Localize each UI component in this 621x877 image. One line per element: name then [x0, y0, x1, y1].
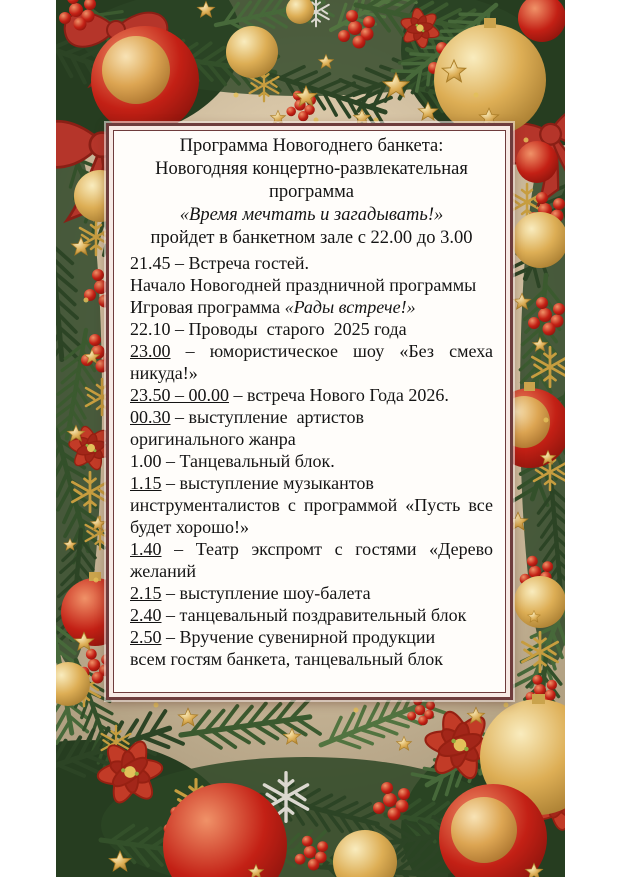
schedule-text: 21.45 – Встреча гостей.: [130, 253, 310, 273]
schedule-text: 22.10 – Проводы старого 2025 года: [130, 319, 407, 339]
program-subtitle: Новогодняя концертно-развлекательная программа: [155, 159, 468, 202]
program-title: Программа Новогоднего банкета:: [179, 136, 444, 156]
program-sheet: [113, 130, 506, 693]
schedule-time: 2.50: [130, 627, 162, 647]
program-tagline: «Время мечтать и загадывать!»: [179, 205, 444, 225]
festive-background-photo: [56, 0, 565, 877]
schedule-text: – танцевальный поздравительный блок: [161, 605, 467, 625]
schedule-text: всем гостям банкета, танцевальный блок: [130, 649, 444, 669]
schedule-item: [130, 626, 493, 670]
schedule-item: [130, 296, 493, 318]
schedule-item: [130, 604, 493, 626]
schedule-item: [130, 406, 493, 450]
schedule-time: 2.40: [130, 605, 162, 625]
schedule-text: 1.00 – Танцевальный блок.: [130, 451, 335, 471]
schedule-text: инструменталистов с программой «Пусть все будет хорошо!»: [130, 495, 493, 537]
schedule-text: – юмористическое шоу «Без смеха никуда!»: [130, 341, 493, 383]
schedule-text: – встреча Нового Года 2026.: [229, 385, 449, 405]
schedule-item: [130, 252, 493, 274]
schedule-text: – выступление шоу-балета: [161, 583, 371, 603]
schedule-item: [130, 472, 493, 538]
schedule-time: 1.40: [130, 539, 162, 559]
program-frame: [106, 123, 513, 700]
schedule-item: [130, 340, 493, 384]
schedule-item: [130, 274, 493, 296]
schedule-time: 23.50 – 00.00: [130, 385, 229, 405]
schedule-item: [130, 582, 493, 604]
schedule-list: [130, 252, 493, 670]
schedule-text: Игровая программа: [130, 297, 285, 317]
schedule-text: Начало Новогодней праздничной программы: [130, 275, 477, 295]
schedule-text: «Рады встрече!»: [284, 297, 416, 317]
schedule-time: 00.30: [130, 407, 171, 427]
schedule-time: 2.15: [130, 583, 162, 603]
schedule-time: 1.15: [130, 473, 162, 493]
schedule-text: – выступление музыкантов: [161, 473, 374, 493]
schedule-time: 23.00: [130, 341, 171, 361]
program-venue-line: пройдет в банкетном зале с 22.00 до 3.00: [150, 228, 473, 248]
program-header: [130, 135, 493, 250]
schedule-item: [130, 538, 493, 582]
schedule-item: [130, 450, 493, 472]
schedule-text: – Театр экспромт с гостями «Дерево желаний: [130, 539, 493, 581]
schedule-text: оригинального жанра: [130, 429, 296, 449]
schedule-item: [130, 318, 493, 340]
schedule-text: – выступление артистов: [170, 407, 364, 427]
schedule-item: [130, 384, 493, 406]
schedule-text: – Вручение сувенирной продукции: [161, 627, 436, 647]
